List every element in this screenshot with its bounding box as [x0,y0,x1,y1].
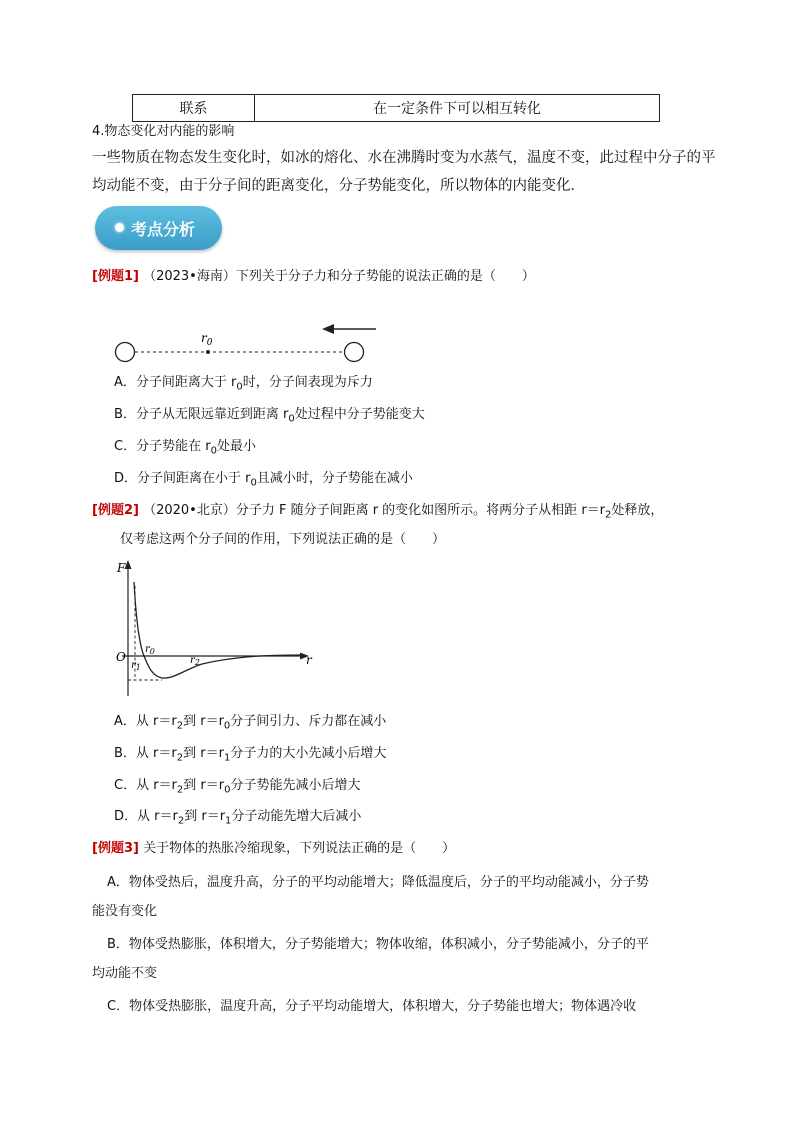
question-2-stem: [例题2] （2020•北京）分子力 F 随分子间距离 r 的变化如图所示。将两分子从相距 $r=r_2$处释放， [92,503,664,521]
force-distance-graph [112,558,322,700]
r0-label: $r_0$ [201,331,213,348]
force-curve [134,582,300,678]
table-cell-label: 联系 [133,95,255,122]
option-a-line2: 能没有变化 [92,904,158,919]
option-b-line1: B．物体受热膨胀，体积增大，分子势能增大；物体收缩，体积减小，分子势能减小，分子的平 [107,937,649,952]
question-3-stem: [例题3] 关于物体的热胀冷缩现象，下列说法正确的是（ ） [92,841,456,856]
molecule-right [345,343,364,362]
section-badge [95,206,222,250]
r0-point [206,350,210,354]
option-c: C．分子势能在 $r_0$处最小 [114,439,256,457]
r1-label: $r_1$ [131,660,141,672]
paragraph-line: 均动能不变，由于分子间的距离变化，分子势能变化，所以物体的内能变化． [92,178,585,194]
table-row [133,95,660,122]
arrow-left-icon [322,324,334,334]
question-text: （2023•海南）下列关于分子力和分子势能的说法正确的是（ ） [143,269,535,284]
molecule-left [116,343,135,362]
bullet-icon [115,223,124,232]
option-c-line1: C．物体受热膨胀，温度升高，分子平均动能增大，体积增大，分子势能也增大；物体遇冷收 [107,999,637,1014]
section-heading: 4.物态变化对内能的影响 [92,124,235,139]
option-a: A．分子间距离大于 $r_0$时，分子间表现为斥力 [114,375,373,393]
option-b-line2: 均动能不变 [92,966,158,981]
question-tag: [例题3] [92,841,139,856]
table-cell-value: 在一定条件下可以相互转化 [255,95,660,122]
question-2-stem-cont: 仅考虑这两个分子间的作用，下列说法正确的是（ ） [120,532,446,547]
y-axis-arrow-icon [125,560,132,569]
paragraph-line: 一些物质在物态发生变化时，如冰的熔化、水在沸腾时变为水蒸气，温度不变，此过程中分子的平 [92,150,716,166]
option-a-line1: A．物体受热后，温度升高，分子的平均动能增大；降低温度后，分子的平均动能减小，分子势 [107,875,649,890]
badge-label: 考点分析 [131,220,196,239]
origin-label: O [116,650,126,664]
option-a: A．从 $r=r_2$到 $r=r_0$分子间引力、斥力都在减小 [114,714,387,732]
relation-table [132,94,660,122]
option-d: D．分子间距离在小于 $r_0$且减小时，分子势能在减小 [114,471,413,489]
question-1-stem [92,267,535,287]
option-b: B．从 $r=r_2$到 $r=r_1$分子力的大小先减小后增大 [114,746,387,764]
option-c: C．从 $r=r_2$到 $r=r_0$分子势能先减小后增大 [114,778,361,796]
r-axis-label: r [306,653,312,667]
r0-label: $r_0$ [145,644,155,656]
molecule-figure [108,320,378,366]
option-b: B．分子从无限远靠近到距离 $r_0$处过程中分子势能变大 [114,407,425,425]
r2-label: $r_2$ [190,655,200,667]
option-d: D．从 $r=r_2$到 $r=r_1$分子动能先增大后减小 [114,809,362,827]
question-tag: [例题2] [92,503,139,518]
f-axis-label: F [117,561,126,575]
question-tag: [例题1] [92,269,139,284]
